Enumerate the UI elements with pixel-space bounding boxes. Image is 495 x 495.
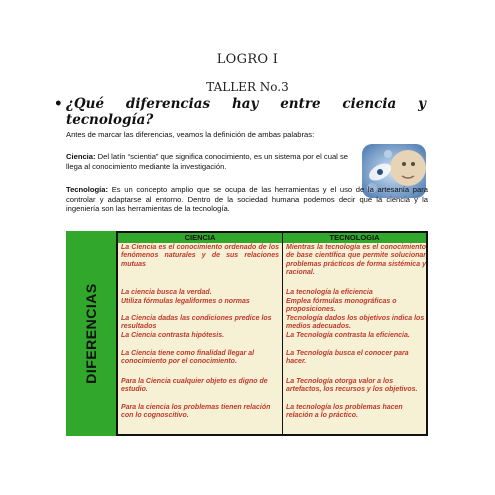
column-divider xyxy=(282,233,283,434)
header-ciencia: CIENCIA xyxy=(118,233,283,243)
tecnologia-cell: La Tecnología busca el conocer para hacer. xyxy=(286,350,409,366)
ciencia-cell: La ciencia busca la verdad. xyxy=(121,289,212,296)
tecnologia-term: Tecnología: xyxy=(66,185,109,194)
question-word: y xyxy=(418,96,426,112)
question-line-1 xyxy=(66,96,426,112)
page-subtitle: TALLER No.3 xyxy=(206,80,289,94)
tecnologia-cell: La tecnología los problemas hacen relación a lo práctico. xyxy=(286,404,403,420)
tecnologia-cell: La Tecnología contrasta la eficiencia. xyxy=(286,331,410,339)
question-word: diferencias xyxy=(125,96,211,112)
tecnologia-cell: La Tecnología otorga valor a los artefactos, los recursos y los objetivos. xyxy=(286,378,418,394)
ciencia-cell: Utiliza fórmulas legaliformes o normas xyxy=(121,297,250,305)
tecnologia-text: Es un concepto amplio que se ocupa de las herramientas y el uso de la artesanía para controlar y adaptarse al entorno. Dentro de la sociedad humana podemos decir que la ciencia y la ingeniería son las herramientas de la tecnología. xyxy=(66,185,428,214)
question-word: entre xyxy=(280,96,321,112)
question-line-2: tecnología? xyxy=(66,112,154,128)
ciencia-cell: La Ciencia tiene como finalidad llegar al conocimiento por el conocimiento. xyxy=(121,350,255,366)
tecnologia-cell: La tecnología la eficiencia xyxy=(286,289,373,296)
header-tecnologia: TECNOLOGIA xyxy=(283,233,426,243)
page-title: LOGRO I xyxy=(216,52,279,67)
question-word: ¿Qué xyxy=(66,96,105,112)
question-word: hay xyxy=(231,96,259,112)
diferencias-label: DIFERENCIAS xyxy=(83,283,99,384)
ciencia-term: Ciencia: xyxy=(66,152,96,161)
tecnologia-cell: Mientras la tecnología es el conocimiento de base científica que permite solucionar problemas prácticos de forma sistémica y racional. xyxy=(286,244,426,277)
ciencia-cell: La Ciencia contrasta hipótesis. xyxy=(121,331,225,339)
ciencia-cell: La Ciencia es el conocimiento ordenado de los fenómenos naturales y de sus relaciones mutuas xyxy=(121,244,279,268)
differences-table xyxy=(116,231,428,436)
intro-paragraph: Antes de marcar las diferencias, veamos la definición de ambas palabras: xyxy=(66,130,315,139)
bullet-icon: • xyxy=(54,96,63,112)
ciencia-definition xyxy=(66,152,348,171)
question-word: ciencia xyxy=(342,96,397,112)
ciencia-cell: Para la ciencia los problemas tienen relación con lo cognoscitivo. xyxy=(121,404,271,420)
tecnologia-cell: Tecnología dados los objetivos indica los medios adecuados. xyxy=(286,314,425,330)
ciencia-text: Del latín “scientia” que significa conocimiento, es un sistema por el cual se llega al conocimiento mediante la investigación. xyxy=(66,152,348,171)
ciencia-cell: La Ciencia dadas las condiciones predice los resultados xyxy=(121,314,272,330)
question-heading xyxy=(54,96,426,128)
tecnologia-cell: Emplea fórmulas monográficas o proposiciones. xyxy=(286,297,397,313)
ciencia-cell: Para la Ciencia cualquier objeto es digno de estudio. xyxy=(121,378,268,394)
tecnologia-definition xyxy=(66,185,428,214)
